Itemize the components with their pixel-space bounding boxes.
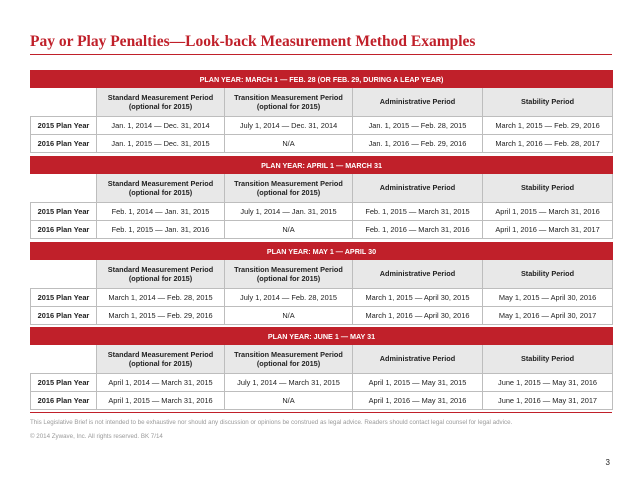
table-row (31, 117, 613, 135)
column-header: Standard Measurement Period (optional for 2015) (97, 260, 225, 289)
table-cell: Feb. 1, 2016 — March 31, 2016 (353, 221, 483, 239)
plan-year-table (30, 70, 613, 153)
table-cell: July 1, 2014 — Dec. 31, 2014 (225, 117, 353, 135)
table-cell: July 1, 2014 — Feb. 28, 2015 (225, 289, 353, 307)
table-cell: July 1, 2014 — March 31, 2015 (225, 374, 353, 392)
plan-year-banner: PLAN YEAR: MARCH 1 — FEB. 28 (OR FEB. 29, DURING A LEAP YEAR) (31, 71, 613, 88)
table-cell: Jan. 1, 2014 — Dec. 31, 2014 (97, 117, 225, 135)
table-cell: March 1, 2014 — Feb. 28, 2015 (97, 289, 225, 307)
table-cell: N/A (225, 307, 353, 325)
row-label: 2015 Plan Year (31, 203, 97, 221)
column-header: Administrative Period (353, 174, 483, 203)
table-cell: May 1, 2015 — April 30, 2016 (483, 289, 613, 307)
column-header: Transition Measurement Period (optional for 2015) (225, 88, 353, 117)
row-label: 2016 Plan Year (31, 135, 97, 153)
column-header: Standard Measurement Period (optional for 2015) (97, 88, 225, 117)
table-row (31, 135, 613, 153)
column-header: Stability Period (483, 345, 613, 374)
table-cell: April 1, 2016 — May 31, 2016 (353, 392, 483, 410)
table-cell: July 1, 2014 — Jan. 31, 2015 (225, 203, 353, 221)
table-cell: N/A (225, 135, 353, 153)
table-cell: April 1, 2015 — March 31, 2016 (97, 392, 225, 410)
table-cell: March 1, 2016 — April 30, 2016 (353, 307, 483, 325)
row-label: 2016 Plan Year (31, 392, 97, 410)
table-cell: Feb. 1, 2015 — Jan. 31, 2016 (97, 221, 225, 239)
table-row (31, 392, 613, 410)
table-cell: April 1, 2015 — March 31, 2016 (483, 203, 613, 221)
table-row (31, 307, 613, 325)
plan-year-table (30, 327, 613, 410)
column-header: Stability Period (483, 88, 613, 117)
plan-year-table (30, 156, 613, 239)
table-cell: June 1, 2016 — May 31, 2017 (483, 392, 613, 410)
table-cell: April 1, 2014 — March 31, 2015 (97, 374, 225, 392)
table-row (31, 289, 613, 307)
row-label: 2016 Plan Year (31, 221, 97, 239)
header-blank-cell (31, 260, 97, 289)
table-row (31, 374, 613, 392)
column-header: Administrative Period (353, 260, 483, 289)
column-header: Standard Measurement Period (optional for 2015) (97, 174, 225, 203)
row-label: 2015 Plan Year (31, 117, 97, 135)
plan-year-banner: PLAN YEAR: MAY 1 — APRIL 30 (31, 243, 613, 260)
table-cell: March 1, 2015 — Feb. 29, 2016 (483, 117, 613, 135)
legal-disclaimer: This Legislative Brief is not intended to be exhaustive nor should any discussion or opinions be construed as legal advice. Readers should contact legal counsel for legal advice. (30, 419, 513, 426)
column-header: Administrative Period (353, 345, 483, 374)
table-cell: Feb. 1, 2015 — March 31, 2015 (353, 203, 483, 221)
table-cell: June 1, 2015 — May 31, 2016 (483, 374, 613, 392)
column-header: Transition Measurement Period (optional for 2015) (225, 260, 353, 289)
table-cell: March 1, 2016 — Feb. 28, 2017 (483, 135, 613, 153)
table-cell: April 1, 2015 — May 31, 2015 (353, 374, 483, 392)
column-header: Administrative Period (353, 88, 483, 117)
header-blank-cell (31, 174, 97, 203)
row-label: 2016 Plan Year (31, 307, 97, 325)
title-divider (30, 54, 612, 55)
column-header: Stability Period (483, 174, 613, 203)
plan-year-banner: PLAN YEAR: JUNE 1 — MAY 31 (31, 328, 613, 345)
row-label: 2015 Plan Year (31, 289, 97, 307)
table-row (31, 203, 613, 221)
row-label: 2015 Plan Year (31, 374, 97, 392)
table-cell: March 1, 2015 — Feb. 29, 2016 (97, 307, 225, 325)
column-header: Stability Period (483, 260, 613, 289)
table-cell: Jan. 1, 2016 — Feb. 29, 2016 (353, 135, 483, 153)
plan-year-table (30, 242, 613, 325)
footer-divider (30, 412, 612, 413)
copyright-notice: © 2014 Zywave, Inc. All rights reserved. BK 7/14 (30, 433, 163, 440)
table-cell: Jan. 1, 2015 — Feb. 28, 2015 (353, 117, 483, 135)
table-cell: April 1, 2016 — March 31, 2017 (483, 221, 613, 239)
table-cell: Feb. 1, 2014 — Jan. 31, 2015 (97, 203, 225, 221)
table-row (31, 221, 613, 239)
table-cell: N/A (225, 221, 353, 239)
table-cell: N/A (225, 392, 353, 410)
table-cell: Jan. 1, 2015 — Dec. 31, 2015 (97, 135, 225, 153)
column-header: Transition Measurement Period (optional for 2015) (225, 345, 353, 374)
column-header: Standard Measurement Period (optional for 2015) (97, 345, 225, 374)
page-title: Pay or Play Penalties—Look-back Measurement Method Examples (30, 33, 476, 50)
table-cell: May 1, 2016 — April 30, 2017 (483, 307, 613, 325)
header-blank-cell (31, 345, 97, 374)
header-blank-cell (31, 88, 97, 117)
plan-year-banner: PLAN YEAR: APRIL 1 — MARCH 31 (31, 157, 613, 174)
page-number: 3 (605, 458, 610, 467)
column-header: Transition Measurement Period (optional for 2015) (225, 174, 353, 203)
table-cell: March 1, 2015 — April 30, 2015 (353, 289, 483, 307)
